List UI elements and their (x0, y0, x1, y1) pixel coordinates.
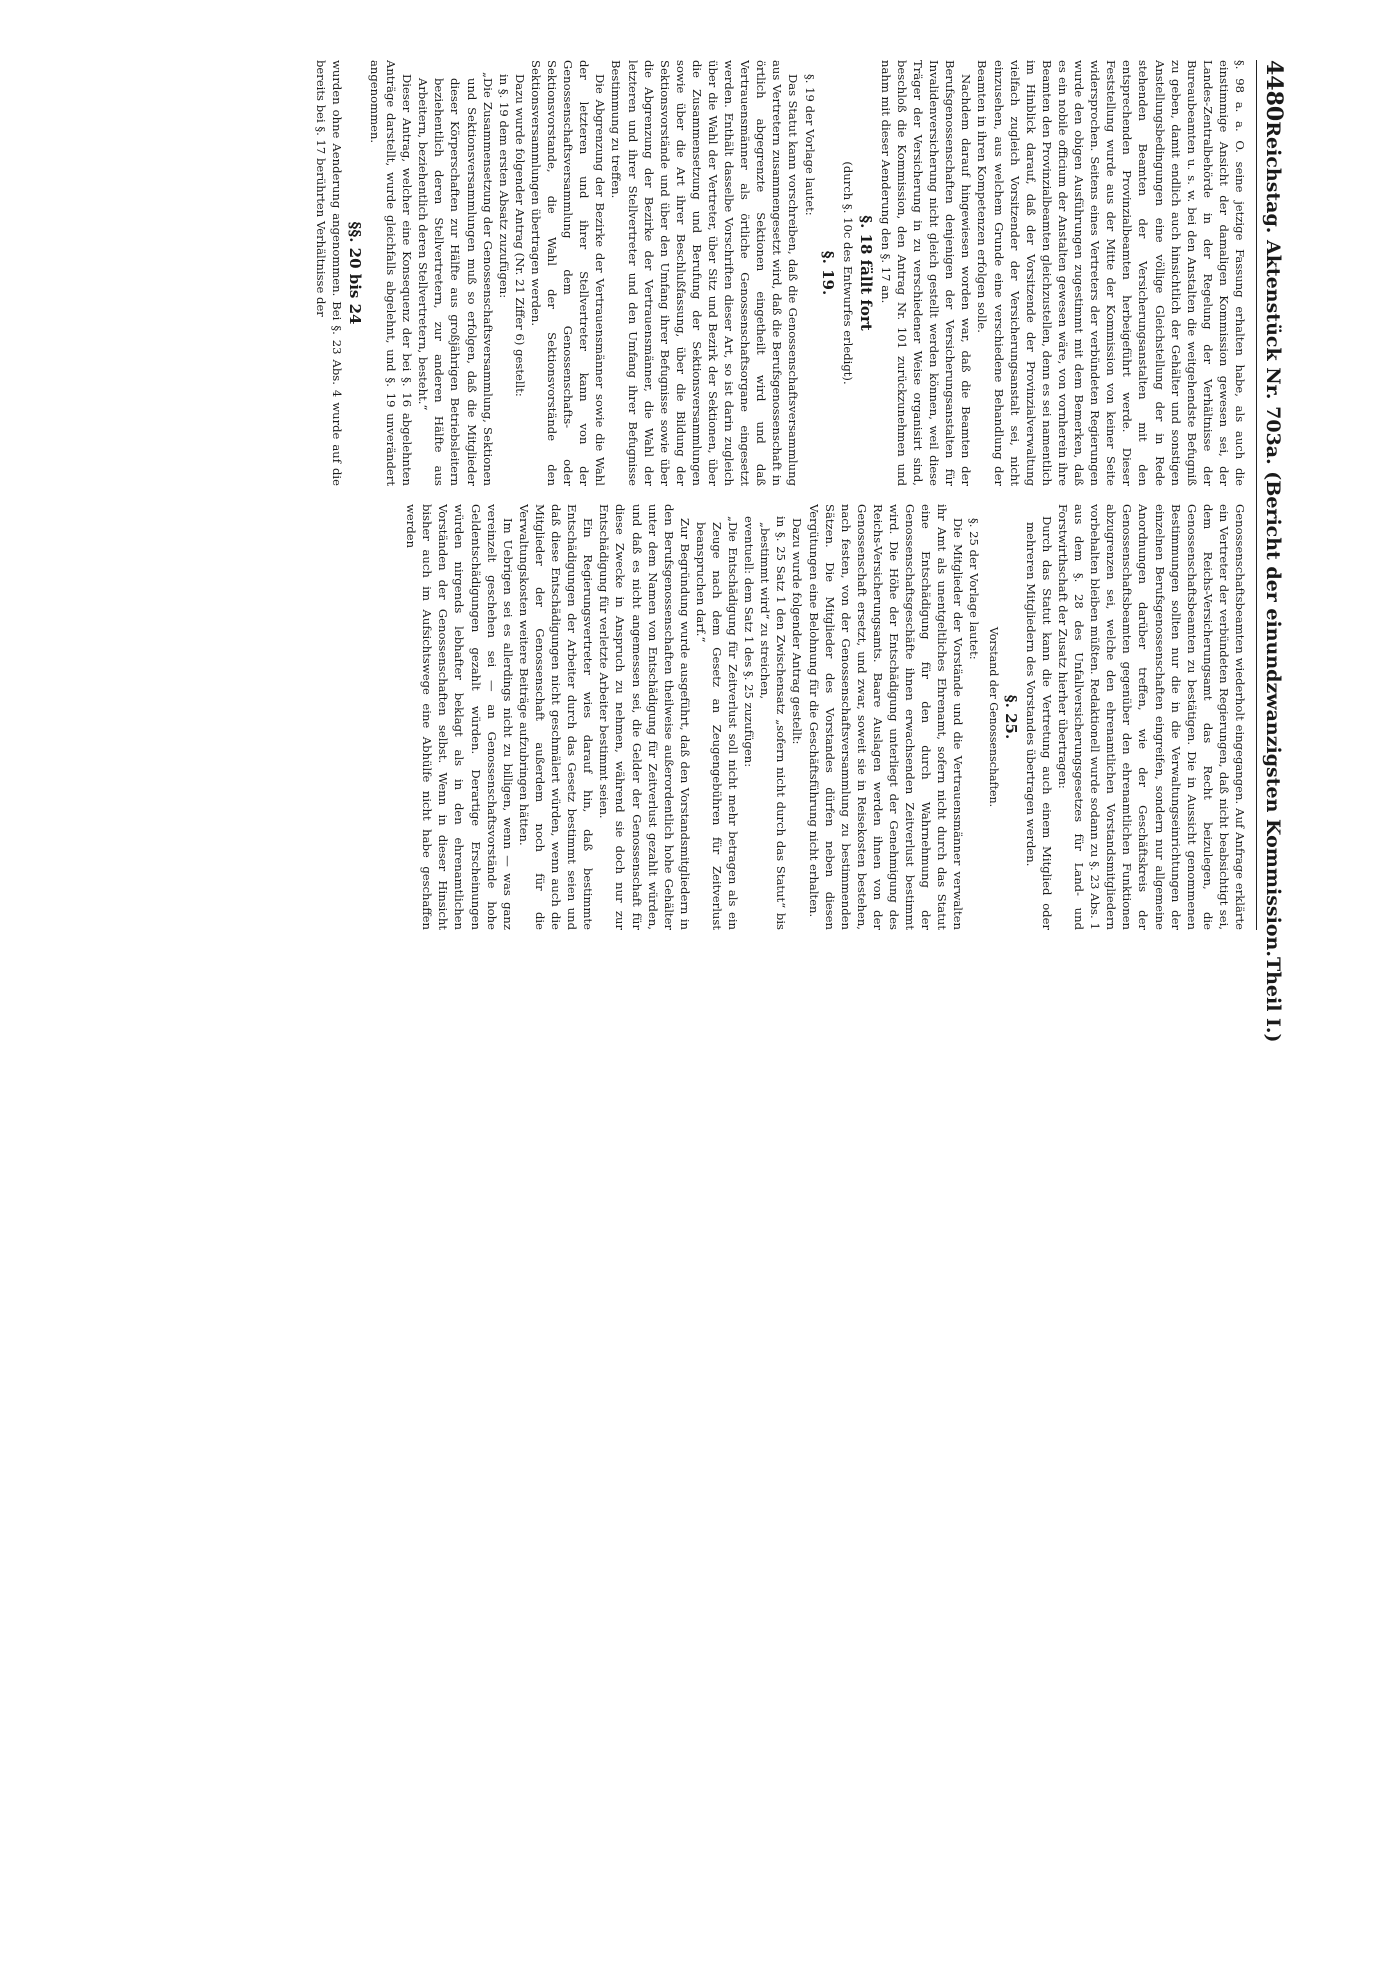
quoted-text: „Die Zusammensetzung der Genossenschaftsversammlung, Sektionen und Sektionsversammlungen muß so erfolgen, daß die Mitglieder dieser Körperschaften zur Hälfte aus großjährigen Betriebsleitern beziehentlich deren Stellvertretern, zur anderen Hälfte aus Arbeitern, beziehentlich deren Stellvertretern, besteht.“ (416, 72, 495, 486)
section-note: (durch §. 10c des Entwurfes erledigt). (840, 161, 855, 385)
page-header (1256, 60, 1287, 1043)
quoted-text: in §. 25 Satz 1 den Zwischensatz „sofern nicht durch das Statut“ bis „bestimmt wird“ zu streichen, (758, 516, 789, 930)
paragraph: Das Statut kann vorschreiben, daß die Genossenschaftsversammlung aus Vertretern zusammengesetzt wird, daß die Berufsgenossenschaft in örtlich abgegrenzte Sektionen eingetheilt wird und daß Vertrauensmänner als örtliche Genossenschaftsorgane eingesetzt werden. Enthält dasselbe Vorschriften dieser Art, so ist darin zugleich über die Wahl der Vertreter, über Sitz und Bezirk der Sektionen, über die Zusammensetzung und Berufung der Sektionsversammlungen sowie über die Art ihrer Beschlußfassung, über die Bildung der Sektionsvorstände und über den Umfang ihrer Befugnisse sowie über die Abgrenzung der Bezirke der Vertrauensmänner, die Wahl der letzteren und ihrer Stellvertreter und den Umfang ihrer Befugnisse Bestimmung zu treffen. (609, 60, 801, 486)
quoted-text: „Die Entschädigung für Zeitverlust soll nicht mehr betragen als ein Zeuge nach dem Gesetz an Zeugengebühren für Zeitverlust beanspruchen darf.“ (693, 516, 741, 930)
paragraph: Die Abgrenzung der Bezirke der Vertrauensmänner sowie die Wahl der letzteren und ihrer Stellvertreter kann von der Genossenschaftsversammlung dem Genossenschafts- oder Sektionsvorstande, die Wahl der Sektionsvorstände den Sektionsversammlungen übertragen werden. (528, 60, 608, 486)
header-title: Reichstag. Aktenstück Nr. 703a. (Bericht der einundzwanzigsten Kommission. (1262, 121, 1284, 957)
paragraph: §. 98 a. a. O. seine jetzige Fassung erhalten habe, als auch die einstimmige Ansicht der damaligen Kommission gewesen sei, der Landes-Zentralbehörde in der Regelung der Verhältnisse der Bureaubeamten u. s. w. bei den Anstalten die weitgehendste Befugniß zu geben, damit endlich auch hinsichtlich der Gehälter und sonstigen Anstellungsbedingungen eine völlige Gleichstellung der in Rede stehenden Beamten der Versicherungsanstalten mit den entsprechenden Provinzialbeamten herbeigeführt werde. Dieser Feststellung wurde aus der Mitte der Kommission von keiner Seite widersprochen. Seitens eines Vertreters der verbündeten Regierungen wurde den obigen Ausführungen zugestimmt mit dem Bemerken, daß es ein nobile officium der Anstalten gewesen wäre, von vornherein ihre Beamten den Provinzialbeamten gleichzustellen, denn es sei namentlich im Hinblick darauf, daß der Vorsitzende der Provinzialverwaltung vielfach zugleich Vorsitzender der Versicherungsanstalt sei, nicht einzusehen, aus welchem Grunde eine verschiedene Behandlung der Beamten in ihren Kompetenzen erfolgen solle. (975, 60, 1247, 486)
section-heading: §. 18 fällt fort (856, 215, 875, 331)
quoted-text: Durch das Statut kann die Vertretung auch einem Mitglied oder mehreren Mitgliedern des Vorstandes übertragen werden. (1023, 516, 1054, 930)
paragraph: Dazu wurde folgender Antrag gestellt: (790, 518, 805, 745)
section-subheading: Vorstand der Genossenschaften. (986, 626, 1000, 808)
paragraph: Dieser Antrag, welcher eine Konsequenz der bei §. 16 abgelehnten Anträge darstellt, wurde gleichfalls abgelehnt, und §. 19 unverändert angenommen. (368, 60, 415, 486)
quoted-text: eventuell: dem Satz 1 des §. 25 zuzufügen: (742, 516, 757, 768)
paragraph: wurden ohne Aenderung angenommen. Bei §. 23 Abs. 4 wurde auf die bereits bei §. 17 berührten Verhältnisse der (313, 60, 344, 486)
header-part: Theil I.) (1262, 956, 1284, 1043)
section-heading: §. 19. (818, 250, 837, 296)
paragraph: Die Mitglieder der Vorstände und die Vertrauensmänner verwalten ihr Amt als unentgeltliches Ehrenamt, sofern nicht durch das Statut eine Entschädigung für den durch Wahrnehmung der Genossenschaftsgeschäfte ihnen erwachsenden Zeitverlust bestimmt wird. Die Höhe der Entschädigung unterliegt der Genehmigung des Reichs-Versicherungsamts. Baare Auslagen werden ihnen von der Genossenschaft ersetzt, und zwar, soweit sie in Reisekosten bestehen, nach festen, von der Genossenschaftsversammlung zu bestimmenden Sätzen. Die Mitglieder des Vorstandes dürfen neben diesen Vergütungen eine Belohnung für die Geschäftsführung nicht erhalten. (806, 504, 966, 930)
page-number: 4480 (1261, 60, 1287, 122)
text-columns (108, 60, 1248, 930)
section-heading: §. 25. (1001, 694, 1020, 740)
paragraph: §. 25 der Vorlage lautet: (967, 518, 982, 660)
paragraph: Im Uebrigen sei es allerdings nicht zu billigen, wenn — was ganz vereinzelt geschehen sei — an Genossenschaftsvorstände hohe Geldentschädigungen gezahlt würden. Derartige Erscheinungen würden nirgends lebhafter beklagt als in den ehrenamtlichen Vorständen der Genossenschaften selbst. Wenn in dieser Hinsicht bisher auch im Aufsichtswege eine Abhülfe nicht habe geschaffen werden (404, 504, 515, 930)
section-heading: §§. 20 bis 24 (345, 221, 364, 325)
right-column (108, 504, 1248, 930)
paragraph: Nachdem darauf hingewiesen worden war, daß die Beamten der Berufsgenossenschaften denjenigen der Versicherungsanstalten für Invalidenversicherung nicht gleich gestellt werden können, weil diese Träger der Versicherung in zu verschiedener Weise organisirt sind, beschloß die Kommission, den Antrag Nr. 101 zurückzunehmen und nahm mit dieser Aenderung den §. 17 an. (878, 60, 974, 486)
paragraph: Ein Regierungsvertreter wies darauf hin, daß bestimmte Entschädigungen der Arbeiter durch das Gesetz bestimmt seien und daß diese Entschädigungen nicht geschmälert würden, wenn auch die Mitglieder der Genossenschaft außerdem noch für die Verwaltungskosten weitere Beiträge aufzubringen hätten. (516, 504, 596, 930)
paragraph: Zur Begründung wurde ausgeführt, daß den Vorstandsmitgliedern in den Berufsgenossenschaften theilweise außerordentlich hohe Gehälter unter dem Namen von Entschädigung für Zeitverlust gezahlt würden, und daß es nicht angemessen sei, die Gelder der Genossenschaft für diese Zwecke in Anspruch zu nehmen, während sie doch nur zur Entschädigung für verletzte Arbeiter bestimmt seien. (597, 504, 692, 930)
left-column (108, 60, 1248, 486)
paragraph: Genossenschaftsbeamten wiederholt eingegangen. Auf Anfrage erklärte ein Vertreter der verbündeten Regierungen, daß nicht beabsichtigt sei, dem Reichs-Versicherungsamt das Recht beizulegen, die Genossenschaftsbeamten zu bestätigen. Die in Aussicht genommenen Bestimmungen sollten nur die in die Verwaltungseinrichtungen der einzelnen Berufsgenossenschaften eingreifen, sondern nur allgemeine Anordnungen darüber treffen, wie der Geschäftskreis der Genossenschaftsbeamten gegenüber den ehrenamtlichen Funktionen abzugrenzen sei, welche den ehrenamtlichen Vorstandsmitgliedern vorbehalten bleiben müßten. Redaktionell wurde sodann zu §. 23 Abs. 1 aus dem §. 28 des Unfallversicherungsgesetzes für Land- und Forstwirthschaft der Zusatz hierher übertragen: (1055, 504, 1247, 930)
paragraph: Dazu wurde folgender Antrag (Nr. 21 Ziffer 6) gestellt: (512, 74, 527, 397)
paragraph: §. 19 der Vorlage lautet: (802, 74, 817, 216)
paragraph: in §. 19 dem ersten Absatz zuzufügen: (496, 74, 511, 299)
